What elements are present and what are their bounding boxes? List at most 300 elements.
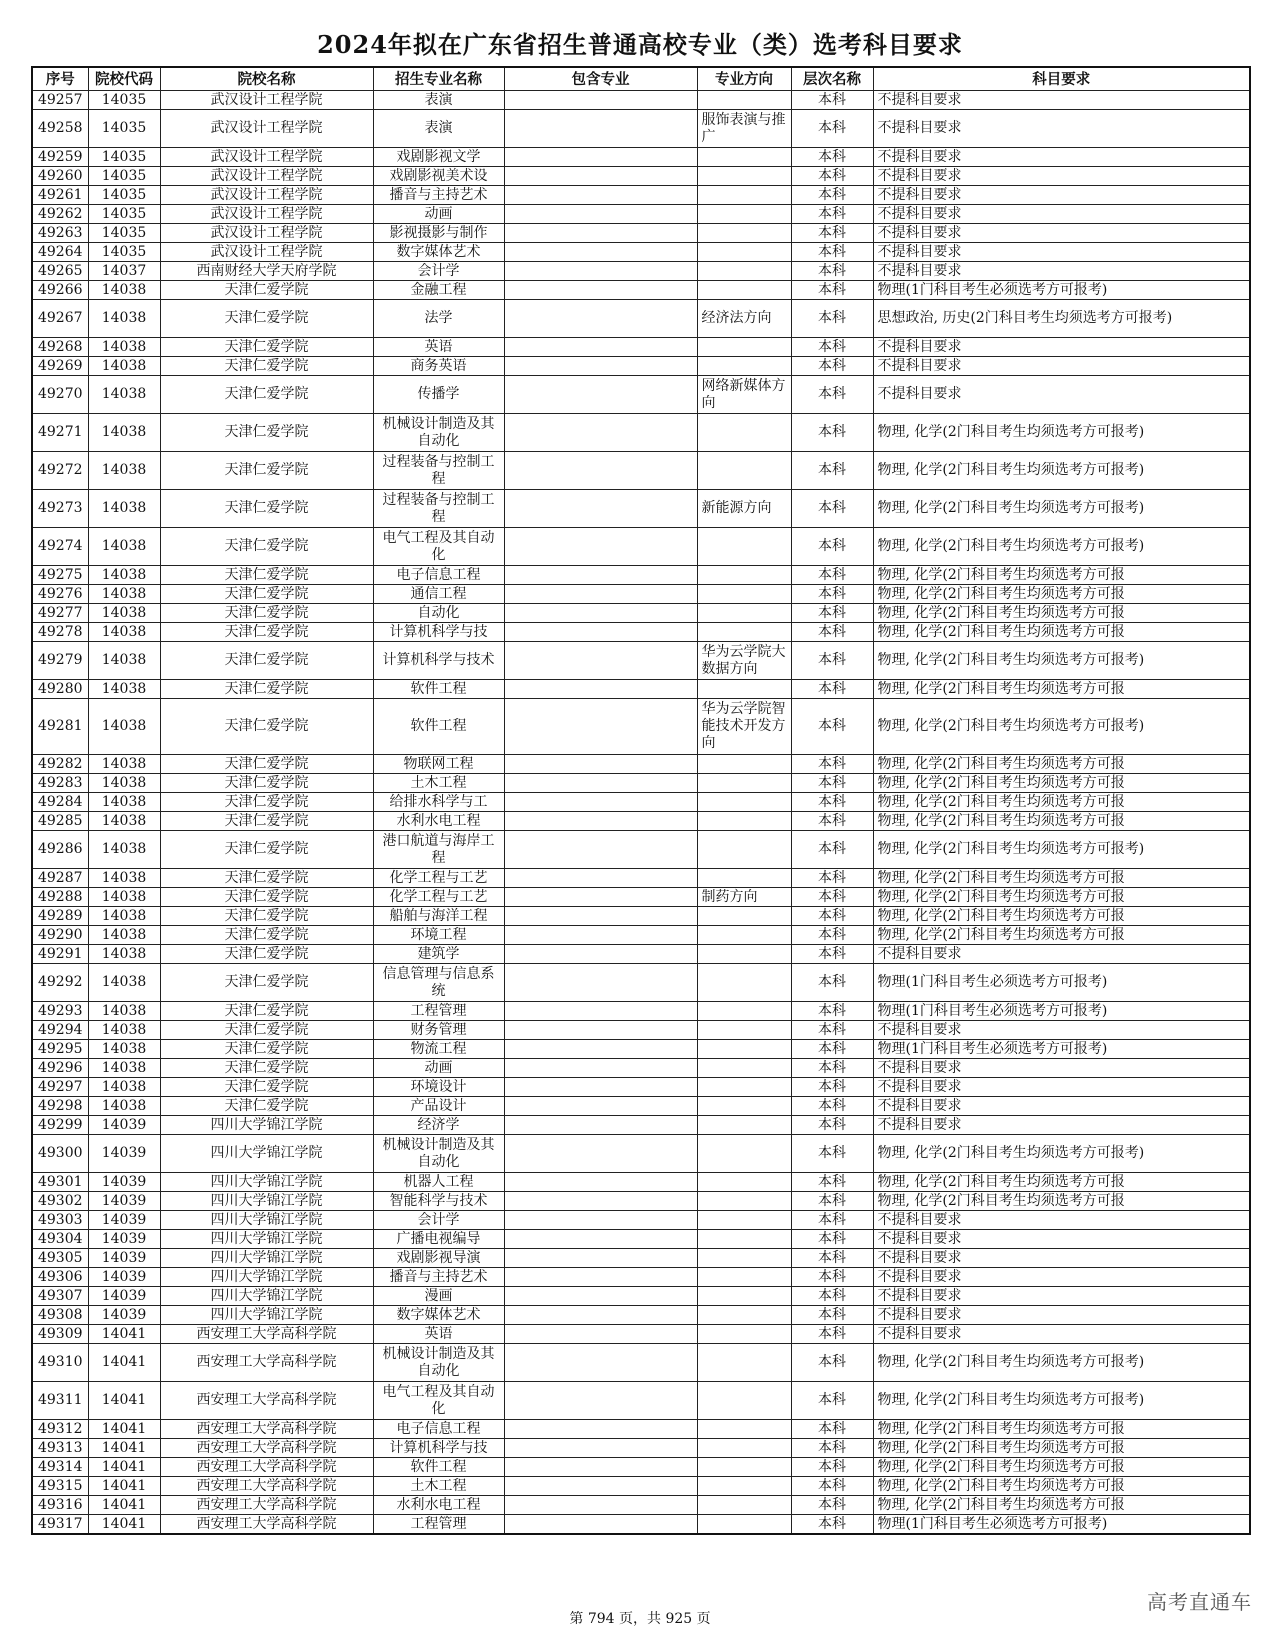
cell-school-name: 天津仁爱学院: [160, 338, 373, 357]
cell-level: 本科: [791, 907, 873, 926]
cell-seq: 49275: [32, 566, 88, 585]
cell-subject-requirement: 不提科目要求: [873, 1021, 1250, 1040]
cell-major-name: 戏剧影视导演: [373, 1249, 504, 1268]
cell-major-name: 计算机科学与技术: [373, 642, 504, 680]
cell-direction: [697, 1002, 791, 1021]
cell-direction: [697, 755, 791, 774]
cell-seq: 49261: [32, 186, 88, 205]
cell-level: 本科: [791, 755, 873, 774]
cell-seq: 49257: [32, 91, 88, 110]
cell-seq: 49260: [32, 167, 88, 186]
table-header-row: [32, 67, 1250, 91]
cell-included-majors: [504, 1078, 697, 1097]
cell-school-name: 西安理工大学高科学院: [160, 1344, 373, 1382]
table-row: [32, 262, 1250, 281]
cell-subject-requirement: 物理, 化学(2门科目考生均须选考方可报: [873, 1173, 1250, 1192]
cell-included-majors: [504, 642, 697, 680]
cell-direction: [697, 1420, 791, 1439]
cell-school-code: 14038: [88, 812, 160, 831]
cell-major-name: 会计学: [373, 1211, 504, 1230]
cell-school-name: 天津仁爱学院: [160, 604, 373, 623]
cell-school-code: 14038: [88, 774, 160, 793]
table-row: [32, 110, 1250, 148]
cell-major-name: 经济学: [373, 1116, 504, 1135]
cell-school-code: 14038: [88, 604, 160, 623]
cell-school-code: 14038: [88, 623, 160, 642]
cell-level: 本科: [791, 1059, 873, 1078]
cell-school-code: 14039: [88, 1287, 160, 1306]
cell-level: 本科: [791, 1420, 873, 1439]
table-row: [32, 1211, 1250, 1230]
cell-school-name: 西安理工大学高科学院: [160, 1420, 373, 1439]
cell-included-majors: [504, 680, 697, 699]
cell-major-name: 影视摄影与制作: [373, 224, 504, 243]
cell-seq: 49263: [32, 224, 88, 243]
cell-school-name: 天津仁爱学院: [160, 1097, 373, 1116]
cell-school-name: 四川大学锦江学院: [160, 1268, 373, 1287]
cell-direction: [697, 945, 791, 964]
table-row: [32, 1078, 1250, 1097]
cell-direction: [697, 680, 791, 699]
cell-included-majors: [504, 1097, 697, 1116]
table-row: [32, 1135, 1250, 1173]
cell-subject-requirement: 物理(1门科目考生必须选考方可报考): [873, 1002, 1250, 1021]
cell-included-majors: [504, 300, 697, 338]
cell-school-name: 武汉设计工程学院: [160, 148, 373, 167]
cell-subject-requirement: 不提科目要求: [873, 1097, 1250, 1116]
table-body: [32, 91, 1250, 1535]
cell-major-name: 建筑学: [373, 945, 504, 964]
table-row: [32, 1230, 1250, 1249]
cell-direction: [697, 338, 791, 357]
cell-major-name: 给排水科学与工: [373, 793, 504, 812]
cell-school-name: 四川大学锦江学院: [160, 1135, 373, 1173]
cell-included-majors: [504, 604, 697, 623]
cell-seq: 49317: [32, 1515, 88, 1535]
header-direction: 专业方向: [697, 67, 791, 91]
cell-direction: [697, 1173, 791, 1192]
cell-subject-requirement: 物理, 化学(2门科目考生均须选考方可报: [873, 869, 1250, 888]
cell-level: 本科: [791, 1230, 873, 1249]
cell-major-name: 软件工程: [373, 680, 504, 699]
cell-seq: 49311: [32, 1382, 88, 1420]
cell-level: 本科: [791, 1268, 873, 1287]
requirements-table: [31, 66, 1251, 1535]
cell-level: 本科: [791, 1078, 873, 1097]
cell-level: 本科: [791, 1211, 873, 1230]
cell-major-name: 财务管理: [373, 1021, 504, 1040]
cell-school-code: 14035: [88, 205, 160, 224]
cell-level: 本科: [791, 623, 873, 642]
table-row: [32, 1420, 1250, 1439]
cell-subject-requirement: 物理, 化学(2门科目考生均须选考方可报: [873, 1192, 1250, 1211]
cell-seq: 49299: [32, 1116, 88, 1135]
cell-included-majors: [504, 281, 697, 300]
cell-major-name: 表演: [373, 91, 504, 110]
table-row: [32, 1040, 1250, 1059]
cell-direction: [697, 186, 791, 205]
cell-direction: [697, 907, 791, 926]
table-row: [32, 357, 1250, 376]
cell-level: 本科: [791, 812, 873, 831]
cell-level: 本科: [791, 1382, 873, 1420]
cell-school-code: 14038: [88, 869, 160, 888]
cell-seq: 49289: [32, 907, 88, 926]
cell-direction: [697, 1059, 791, 1078]
table-row: [32, 1059, 1250, 1078]
cell-level: 本科: [791, 1477, 873, 1496]
cell-school-name: 四川大学锦江学院: [160, 1116, 373, 1135]
cell-school-code: 14038: [88, 1021, 160, 1040]
cell-seq: 49262: [32, 205, 88, 224]
cell-included-majors: [504, 907, 697, 926]
cell-major-name: 金融工程: [373, 281, 504, 300]
cell-major-name: 过程装备与控制工程: [373, 490, 504, 528]
cell-major-name: 过程装备与控制工程: [373, 452, 504, 490]
cell-school-code: 14041: [88, 1496, 160, 1515]
cell-subject-requirement: 不提科目要求: [873, 1268, 1250, 1287]
cell-subject-requirement: 不提科目要求: [873, 357, 1250, 376]
cell-school-name: 天津仁爱学院: [160, 964, 373, 1002]
cell-subject-requirement: 不提科目要求: [873, 1306, 1250, 1325]
cell-school-code: 14041: [88, 1458, 160, 1477]
cell-school-code: 14035: [88, 186, 160, 205]
cell-school-code: 14035: [88, 110, 160, 148]
cell-direction: [697, 1287, 791, 1306]
cell-school-code: 14038: [88, 566, 160, 585]
cell-level: 本科: [791, 888, 873, 907]
cell-school-name: 四川大学锦江学院: [160, 1173, 373, 1192]
cell-included-majors: [504, 1287, 697, 1306]
cell-level: 本科: [791, 1249, 873, 1268]
cell-subject-requirement: 不提科目要求: [873, 338, 1250, 357]
cell-school-name: 天津仁爱学院: [160, 528, 373, 566]
cell-direction: [697, 1382, 791, 1420]
cell-school-code: 14041: [88, 1382, 160, 1420]
cell-included-majors: [504, 224, 697, 243]
cell-school-name: 西安理工大学高科学院: [160, 1477, 373, 1496]
table-row: [32, 1382, 1250, 1420]
cell-direction: [697, 926, 791, 945]
cell-included-majors: [504, 964, 697, 1002]
cell-school-name: 西安理工大学高科学院: [160, 1496, 373, 1515]
cell-included-majors: [504, 338, 697, 357]
cell-school-name: 天津仁爱学院: [160, 300, 373, 338]
table-row: [32, 566, 1250, 585]
cell-included-majors: [504, 1439, 697, 1458]
cell-school-code: 14039: [88, 1116, 160, 1135]
cell-level: 本科: [791, 1192, 873, 1211]
cell-major-name: 法学: [373, 300, 504, 338]
cell-seq: 49285: [32, 812, 88, 831]
cell-subject-requirement: 物理, 化学(2门科目考生均须选考方可报考): [873, 452, 1250, 490]
cell-direction: [697, 452, 791, 490]
cell-major-name: 机械设计制造及其自动化: [373, 414, 504, 452]
cell-level: 本科: [791, 262, 873, 281]
cell-direction: [697, 1325, 791, 1344]
cell-included-majors: [504, 205, 697, 224]
cell-direction: [697, 1021, 791, 1040]
table-row: [32, 1496, 1250, 1515]
cell-direction: [697, 357, 791, 376]
cell-level: 本科: [791, 1515, 873, 1535]
cell-level: 本科: [791, 774, 873, 793]
cell-level: 本科: [791, 414, 873, 452]
cell-school-code: 14039: [88, 1135, 160, 1173]
cell-direction: [697, 1116, 791, 1135]
cell-school-name: 天津仁爱学院: [160, 585, 373, 604]
cell-school-name: 武汉设计工程学院: [160, 205, 373, 224]
table-row: [32, 1002, 1250, 1021]
header-school-code: 院校代码: [88, 67, 160, 91]
cell-level: 本科: [791, 1040, 873, 1059]
cell-major-name: 播音与主持艺术: [373, 186, 504, 205]
cell-school-code: 14038: [88, 490, 160, 528]
cell-school-name: 天津仁爱学院: [160, 926, 373, 945]
cell-direction: 华为云学院智能技术开发方向: [697, 699, 791, 755]
cell-level: 本科: [791, 528, 873, 566]
cell-direction: [697, 1306, 791, 1325]
cell-included-majors: [504, 414, 697, 452]
table-row: [32, 831, 1250, 869]
cell-subject-requirement: 不提科目要求: [873, 1059, 1250, 1078]
cell-major-name: 戏剧影视文学: [373, 148, 504, 167]
cell-school-code: 14038: [88, 338, 160, 357]
table-row: [32, 1325, 1250, 1344]
page-title: 2024年拟在广东省招生普通高校专业（类）选考科目要求: [317, 30, 963, 59]
cell-direction: [697, 1135, 791, 1173]
cell-seq: 49278: [32, 623, 88, 642]
cell-level: 本科: [791, 490, 873, 528]
cell-level: 本科: [791, 1287, 873, 1306]
table-row: [32, 224, 1250, 243]
cell-major-name: 电气工程及其自动化: [373, 1382, 504, 1420]
cell-school-name: 天津仁爱学院: [160, 642, 373, 680]
table-row: [32, 1306, 1250, 1325]
cell-major-name: 计算机科学与技: [373, 1439, 504, 1458]
cell-subject-requirement: 物理, 化学(2门科目考生均须选考方可报考): [873, 1382, 1250, 1420]
cell-major-name: 电气工程及其自动化: [373, 528, 504, 566]
table-row: [32, 528, 1250, 566]
cell-direction: [697, 812, 791, 831]
cell-major-name: 物联网工程: [373, 755, 504, 774]
cell-included-majors: [504, 91, 697, 110]
cell-level: 本科: [791, 205, 873, 224]
cell-seq: 49282: [32, 755, 88, 774]
cell-school-code: 14035: [88, 224, 160, 243]
cell-level: 本科: [791, 186, 873, 205]
cell-seq: 49286: [32, 831, 88, 869]
cell-school-code: 14035: [88, 167, 160, 186]
cell-included-majors: [504, 1059, 697, 1078]
cell-seq: 49301: [32, 1173, 88, 1192]
cell-subject-requirement: 物理, 化学(2门科目考生均须选考方可报考): [873, 831, 1250, 869]
cell-major-name: 计算机科学与技: [373, 623, 504, 642]
cell-included-majors: [504, 793, 697, 812]
table-row: [32, 793, 1250, 812]
cell-level: 本科: [791, 1002, 873, 1021]
cell-seq: 49284: [32, 793, 88, 812]
cell-school-code: 14041: [88, 1344, 160, 1382]
cell-school-code: 14038: [88, 888, 160, 907]
table-row: [32, 604, 1250, 623]
cell-school-name: 天津仁爱学院: [160, 907, 373, 926]
table-row: [32, 281, 1250, 300]
cell-direction: [697, 1268, 791, 1287]
cell-school-name: 天津仁爱学院: [160, 793, 373, 812]
cell-seq: 49271: [32, 414, 88, 452]
cell-direction: 经济法方向: [697, 300, 791, 338]
cell-subject-requirement: 物理, 化学(2门科目考生均须选考方可报考): [873, 528, 1250, 566]
cell-subject-requirement: 物理(1门科目考生必须选考方可报考): [873, 1515, 1250, 1535]
cell-subject-requirement: 物理, 化学(2门科目考生均须选考方可报考): [873, 642, 1250, 680]
cell-school-name: 武汉设计工程学院: [160, 186, 373, 205]
cell-seq: 49304: [32, 1230, 88, 1249]
cell-included-majors: [504, 699, 697, 755]
cell-seq: 49306: [32, 1268, 88, 1287]
cell-level: 本科: [791, 566, 873, 585]
cell-school-name: 武汉设计工程学院: [160, 243, 373, 262]
cell-subject-requirement: 物理, 化学(2门科目考生均须选考方可报: [873, 1439, 1250, 1458]
cell-seq: 49266: [32, 281, 88, 300]
cell-major-name: 英语: [373, 1325, 504, 1344]
cell-included-majors: [504, 1135, 697, 1173]
cell-school-code: 14038: [88, 585, 160, 604]
cell-school-code: 14041: [88, 1325, 160, 1344]
table-row: [32, 945, 1250, 964]
cell-seq: 49295: [32, 1040, 88, 1059]
cell-major-name: 化学工程与工艺: [373, 888, 504, 907]
cell-seq: 49297: [32, 1078, 88, 1097]
cell-included-majors: [504, 888, 697, 907]
cell-level: 本科: [791, 1458, 873, 1477]
cell-subject-requirement: 物理, 化学(2门科目考生均须选考方可报考): [873, 490, 1250, 528]
cell-included-majors: [504, 1515, 697, 1535]
table-row: [32, 699, 1250, 755]
cell-school-code: 14038: [88, 414, 160, 452]
cell-direction: [697, 566, 791, 585]
cell-school-code: 14038: [88, 1078, 160, 1097]
table-row: [32, 376, 1250, 414]
cell-direction: [697, 148, 791, 167]
table-row: [32, 1249, 1250, 1268]
table-row: [32, 1477, 1250, 1496]
cell-included-majors: [504, 755, 697, 774]
cell-school-code: 14038: [88, 1002, 160, 1021]
cell-major-name: 动画: [373, 1059, 504, 1078]
cell-major-name: 商务英语: [373, 357, 504, 376]
cell-subject-requirement: 不提科目要求: [873, 148, 1250, 167]
header-school-name: 院校名称: [160, 67, 373, 91]
cell-direction: 新能源方向: [697, 490, 791, 528]
cell-included-majors: [504, 1116, 697, 1135]
cell-school-code: 14038: [88, 528, 160, 566]
table-row: [32, 964, 1250, 1002]
cell-school-name: 天津仁爱学院: [160, 566, 373, 585]
cell-included-majors: [504, 262, 697, 281]
cell-seq: 49314: [32, 1458, 88, 1477]
cell-school-code: 14039: [88, 1173, 160, 1192]
cell-school-name: 天津仁爱学院: [160, 414, 373, 452]
cell-major-name: 漫画: [373, 1287, 504, 1306]
cell-school-name: 天津仁爱学院: [160, 376, 373, 414]
cell-seq: 49310: [32, 1344, 88, 1382]
cell-subject-requirement: 物理, 化学(2门科目考生均须选考方可报: [873, 907, 1250, 926]
cell-seq: 49309: [32, 1325, 88, 1344]
cell-level: 本科: [791, 281, 873, 300]
cell-included-majors: [504, 490, 697, 528]
cell-direction: 华为云学院大数据方向: [697, 642, 791, 680]
cell-school-name: 天津仁爱学院: [160, 774, 373, 793]
cell-major-name: 播音与主持艺术: [373, 1268, 504, 1287]
cell-seq: 49276: [32, 585, 88, 604]
cell-subject-requirement: 思想政治, 历史(2门科目考生均须选考方可报考): [873, 300, 1250, 338]
table-row: [32, 680, 1250, 699]
cell-level: 本科: [791, 585, 873, 604]
cell-subject-requirement: 不提科目要求: [873, 1287, 1250, 1306]
cell-direction: 服饰表演与推广: [697, 110, 791, 148]
cell-direction: [697, 831, 791, 869]
table-row: [32, 167, 1250, 186]
table-row: [32, 414, 1250, 452]
cell-seq: 49277: [32, 604, 88, 623]
cell-major-name: 水利水电工程: [373, 1496, 504, 1515]
header-subject-requirement: 科目要求: [873, 67, 1250, 91]
cell-school-name: 天津仁爱学院: [160, 1021, 373, 1040]
cell-school-code: 14039: [88, 1249, 160, 1268]
cell-major-name: 动画: [373, 205, 504, 224]
cell-subject-requirement: 不提科目要求: [873, 205, 1250, 224]
cell-school-code: 14041: [88, 1477, 160, 1496]
cell-level: 本科: [791, 926, 873, 945]
cell-direction: [697, 1230, 791, 1249]
cell-school-name: 西安理工大学高科学院: [160, 1458, 373, 1477]
cell-level: 本科: [791, 1021, 873, 1040]
table-row: [32, 243, 1250, 262]
cell-school-code: 14039: [88, 1268, 160, 1287]
cell-included-majors: [504, 812, 697, 831]
cell-subject-requirement: 物理(1门科目考生必须选考方可报考): [873, 1040, 1250, 1059]
cell-included-majors: [504, 148, 697, 167]
cell-school-code: 14035: [88, 91, 160, 110]
cell-seq: 49267: [32, 300, 88, 338]
cell-school-name: 天津仁爱学院: [160, 1059, 373, 1078]
cell-seq: 49302: [32, 1192, 88, 1211]
cell-school-code: 14038: [88, 680, 160, 699]
cell-school-code: 14035: [88, 148, 160, 167]
cell-school-name: 天津仁爱学院: [160, 680, 373, 699]
cell-school-code: 14038: [88, 376, 160, 414]
cell-major-name: 机器人工程: [373, 1173, 504, 1192]
cell-school-name: 武汉设计工程学院: [160, 91, 373, 110]
table-row: [32, 1173, 1250, 1192]
cell-major-name: 戏剧影视美术设: [373, 167, 504, 186]
cell-included-majors: [504, 1230, 697, 1249]
header-seq: 序号: [32, 67, 88, 91]
table-row: [32, 1287, 1250, 1306]
cell-included-majors: [504, 623, 697, 642]
cell-direction: [697, 1496, 791, 1515]
cell-school-code: 14038: [88, 926, 160, 945]
cell-direction: [697, 528, 791, 566]
cell-included-majors: [504, 186, 697, 205]
cell-direction: [697, 793, 791, 812]
cell-school-code: 14038: [88, 831, 160, 869]
cell-seq: 49270: [32, 376, 88, 414]
cell-direction: [697, 623, 791, 642]
cell-subject-requirement: 不提科目要求: [873, 1211, 1250, 1230]
cell-major-name: 土木工程: [373, 1477, 504, 1496]
